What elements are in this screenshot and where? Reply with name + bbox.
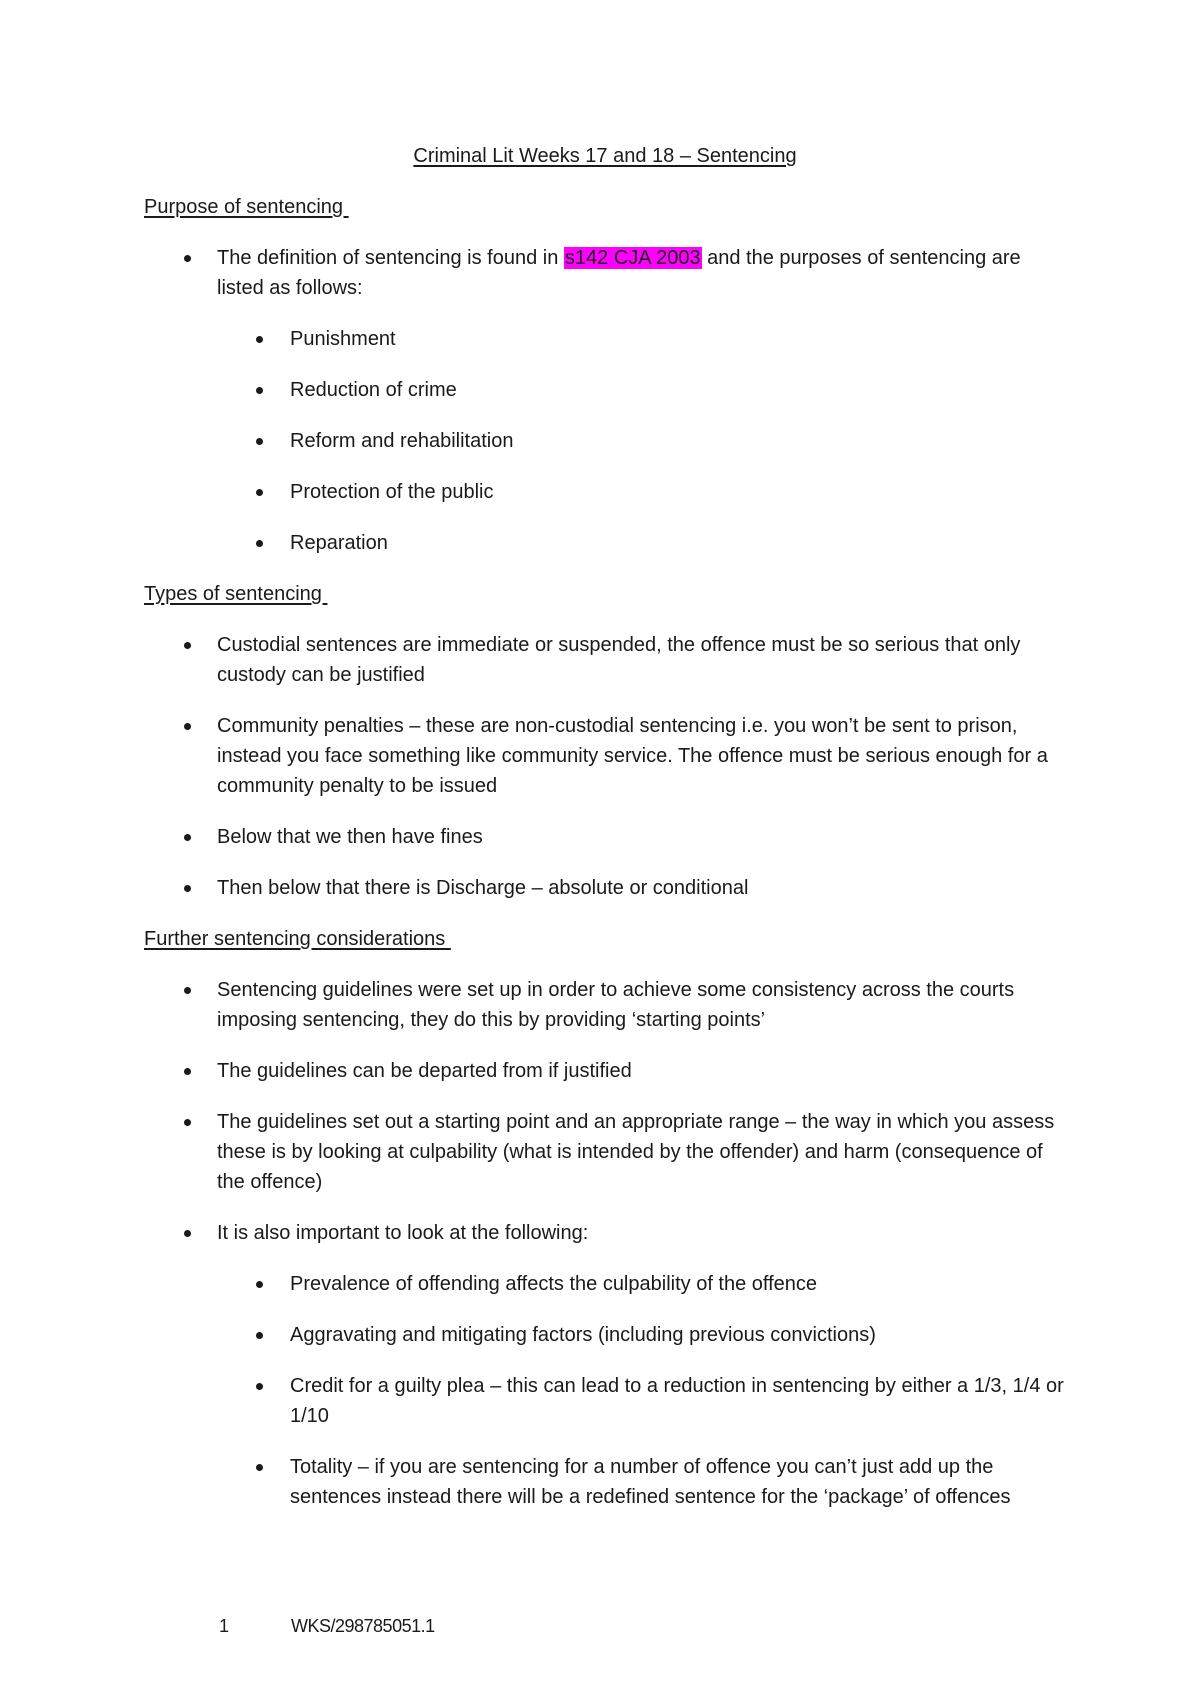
sub-list-item (144, 1269, 1064, 1299)
sub-list-item (144, 1452, 1064, 1512)
bullet-icon (256, 489, 263, 496)
sub-list-item (144, 375, 1064, 405)
bullet-icon (184, 642, 191, 649)
sub-list-item (144, 1371, 1064, 1431)
list-item (144, 1218, 1064, 1248)
bullet-icon (256, 438, 263, 445)
list-item-text: Community penalties – these are non-custodial sentencing i.e. you won’t be sent to prison, instead you face something like community service. The offence must be serious enough for a community penalty to be issued (217, 715, 1048, 797)
bullet-icon (256, 1464, 263, 1471)
list-item-text: It is also important to look at the following: (217, 1222, 589, 1244)
bullet-icon (256, 540, 263, 547)
page-number: 1 (219, 1616, 229, 1636)
sub-list-item-text: Reduction of crime (290, 379, 457, 401)
list-item (144, 1056, 1064, 1086)
sub-list-item-text: Totality – if you are sentencing for a number of offence you can’t just add up the sentences instead there will be a redefined sentence for the ‘package’ of offences (290, 1456, 1011, 1508)
bullet-icon (184, 255, 191, 262)
page-title: Criminal Lit Weeks 17 and 18 – Sentencing (413, 145, 797, 167)
bullet-icon (184, 1119, 191, 1126)
bullet-icon (256, 1281, 263, 1288)
list-item (144, 873, 1064, 903)
sub-list-item (144, 1320, 1064, 1350)
page-footer (219, 1611, 435, 1641)
sub-list-item (144, 426, 1064, 456)
list-item (144, 243, 1064, 303)
list-item (144, 1107, 1064, 1197)
sub-list-item-text: Protection of the public (290, 481, 494, 503)
sub-list-item-text: Prevalence of offending affects the culpability of the offence (290, 1273, 818, 1295)
list-item (144, 711, 1064, 801)
list-item-text: The definition of sentencing is found in (217, 247, 564, 269)
list-item (144, 630, 1064, 690)
bullet-icon (184, 987, 191, 994)
purpose-list (144, 243, 1064, 558)
section-heading-types: Types of sentencing (144, 583, 328, 605)
bullet-icon (256, 387, 263, 394)
list-item (144, 975, 1064, 1035)
sub-list-item (144, 528, 1064, 558)
list-item-text: Custodial sentences are immediate or suspended, the offence must be so serious that only custody can be justified (217, 634, 1021, 686)
list-item (144, 822, 1064, 852)
list-item-text: The guidelines set out a starting point and an appropriate range – the way in which you assess these is by looking at culpability (what is intended by the offender) and harm (consequence of the offence) (217, 1111, 1055, 1193)
bullet-icon (184, 834, 191, 841)
bullet-icon (184, 1230, 191, 1237)
list-item-text: Sentencing guidelines were set up in order to achieve some consistency across the courts imposing sentencing, they do this by providing ‘starting points’ (217, 979, 1015, 1031)
sub-list-item-text: Credit for a guilty plea – this can lead to a reduction in sentencing by either a 1/3, 1/4 or 1/10 (290, 1375, 1064, 1427)
bullet-icon (256, 336, 263, 343)
further-list (144, 975, 1064, 1512)
sub-list-item-text: Punishment (290, 328, 396, 350)
bullet-icon (256, 1383, 263, 1390)
list-item-text: Then below that there is Discharge – absolute or conditional (217, 877, 749, 899)
bullet-icon (184, 1068, 191, 1075)
sub-list-item-text: Aggravating and mitigating factors (including previous convictions) (290, 1324, 876, 1346)
bullet-icon (256, 1332, 263, 1339)
section-heading-further: Further sentencing considerations (144, 928, 451, 950)
sub-list-item-text: Reparation (290, 532, 388, 554)
types-list (144, 630, 1064, 903)
highlighted-citation: s142 CJA 2003 (564, 247, 701, 269)
sub-list-item-text: Reform and rehabilitation (290, 430, 514, 452)
document-reference: WKS/298785051.1 (291, 1616, 435, 1636)
list-item-text: Below that we then have fines (217, 826, 483, 848)
bullet-icon (184, 723, 191, 730)
sub-list-item (144, 477, 1064, 507)
section-heading-purpose: Purpose of sentencing (144, 196, 349, 218)
document-body (144, 192, 1064, 1533)
list-item-text: The guidelines can be departed from if justified (217, 1060, 632, 1082)
list-item-text: and the purposes of sentencing are listed as follows: (217, 247, 1021, 299)
sub-list-item (144, 324, 1064, 354)
bullet-icon (184, 885, 191, 892)
